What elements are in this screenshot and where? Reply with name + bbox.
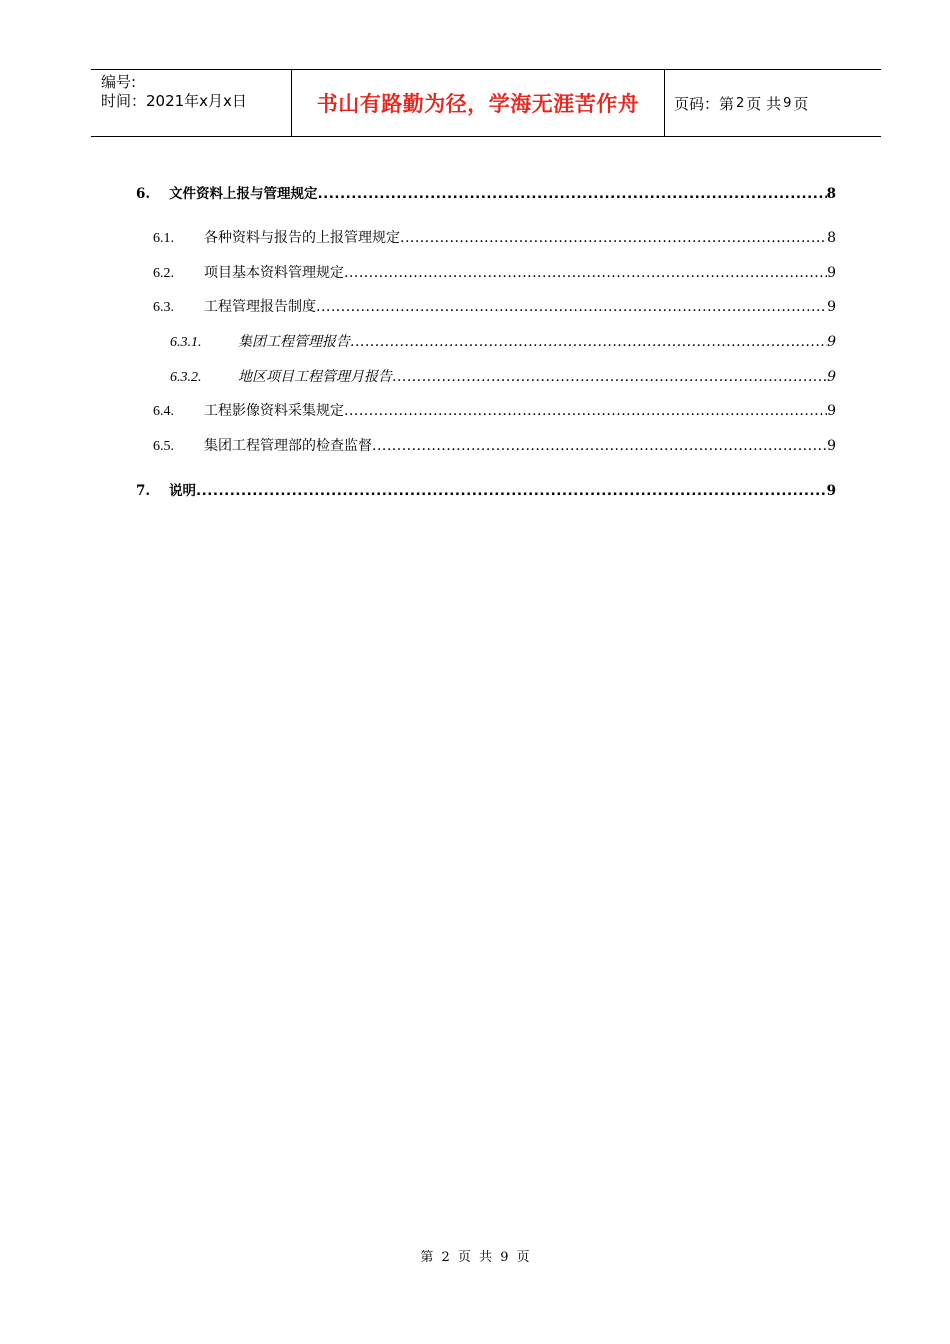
toc-dot-leader <box>350 334 827 350</box>
toc-entry[interactable] <box>170 331 836 351</box>
toc-entry-page: 8 <box>826 186 836 202</box>
toc-entry[interactable] <box>136 182 836 202</box>
toc-dot-leader <box>392 369 827 385</box>
document-number-label: 编号: <box>101 73 137 91</box>
toc-entry-number: 7. <box>136 483 151 499</box>
toc-entry-page: 8 <box>827 230 836 246</box>
toc-dot-leader <box>400 230 827 246</box>
toc-entry-title: 说明 <box>169 483 196 499</box>
header-page-indicator <box>665 70 881 136</box>
toc-dot-leader <box>318 186 827 202</box>
header-info-cell <box>91 70 292 136</box>
toc-entry-number: 6. <box>136 186 151 202</box>
toc-entry-number: 6.5. <box>153 439 174 454</box>
toc-entry-title: 文件资料上报与管理规定 <box>169 186 318 202</box>
toc-entry-page: 9 <box>826 483 836 499</box>
page-header <box>91 69 881 137</box>
toc-entry[interactable] <box>136 479 836 499</box>
toc-entry-title: 工程管理报告制度 <box>204 299 316 315</box>
toc-entry-page: 9 <box>827 403 836 419</box>
toc-entry-number: 6.3. <box>153 300 174 315</box>
toc-entry-page: 9 <box>827 265 836 281</box>
page-current: 2 <box>736 95 745 111</box>
toc-entry-number: 6.4. <box>153 404 174 419</box>
toc-entry[interactable] <box>153 227 836 247</box>
page-mid: 页 共 <box>746 94 782 113</box>
toc-dot-leader <box>344 265 827 281</box>
toc-dot-leader <box>196 483 827 499</box>
toc-entry[interactable] <box>153 435 836 455</box>
document-time-label: 时间：2021年x月x日 <box>101 92 247 110</box>
toc-entry-page: 9 <box>827 299 836 315</box>
toc-dot-leader <box>316 299 827 315</box>
toc-entry-title: 地区项目工程管理月报告 <box>238 369 392 385</box>
page-suffix: 页 <box>793 94 809 113</box>
page-total: 9 <box>783 95 792 111</box>
toc-entry-number: 6.3.1. <box>170 335 202 350</box>
header-slogan: 书山有路勤为径，学海无涯苦作舟 <box>292 70 665 136</box>
toc-entry-title: 集团工程管理部的检查监督 <box>204 438 372 454</box>
toc-entry-title: 项目基本资料管理规定 <box>204 265 344 281</box>
toc-entry-page: 9 <box>827 438 836 454</box>
toc-entry-number: 6.2. <box>153 266 174 281</box>
page-prefix: 页码：第 <box>674 94 735 113</box>
toc-entry[interactable] <box>170 366 836 386</box>
toc-entry[interactable] <box>153 400 836 420</box>
toc-dot-leader <box>344 403 827 419</box>
toc-entry-number: 6.1. <box>153 231 174 246</box>
toc-entry[interactable] <box>153 262 836 282</box>
toc-entry-title: 集团工程管理报告 <box>238 334 350 350</box>
toc-entry-page: 9 <box>827 369 836 385</box>
toc-dot-leader <box>372 438 827 454</box>
toc-entry-number: 6.3.2. <box>170 370 202 385</box>
toc-entry-page: 9 <box>827 334 836 350</box>
toc-entry[interactable] <box>153 296 836 316</box>
toc-entry-title: 各种资料与报告的上报管理规定 <box>204 230 400 246</box>
toc-entry-title: 工程影像资料采集规定 <box>204 403 344 419</box>
page-footer: 第 2 页 共 9 页 <box>420 1250 530 1265</box>
